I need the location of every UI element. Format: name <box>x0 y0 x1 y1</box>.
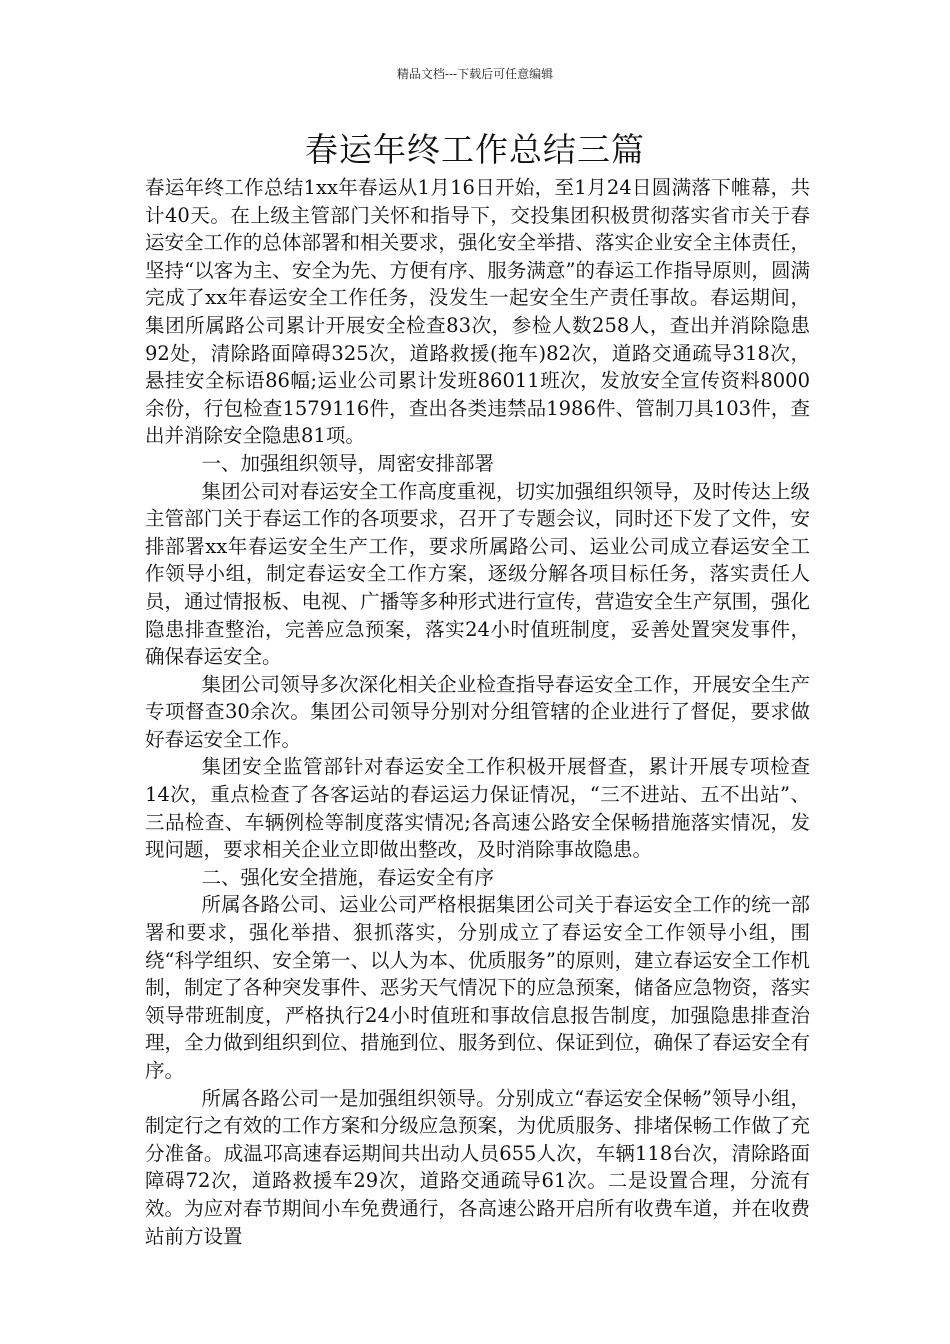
document-title: 春运年终工作总结三篇 <box>305 130 645 169</box>
document-body <box>145 174 810 1250</box>
page-header-note: 精品文档---下载后可任意编辑 <box>396 67 554 81</box>
paragraph: 集团公司领导多次深化相关企业检查指导春运安全工作，开展安全生产专项督查30余次。集团公司领导分别对分组管辖的企业进行了督促，要求做好春运安全工作。 <box>145 672 810 751</box>
paragraph-intro: 春运年终工作总结1xx年春运从1月16日开始，至1月24日圆满落下帷幕，共计40天。在上级主管部门关怀和指导下，交投集团积极贯彻落实省市关于春运安全工作的总体部署和相关要求，强化安全举措、落实企业安全主体责任，坚持“以客为主、安全为先、方便有序、服务满意”的春运工作指导原则，圆满完成了xx年春运安全工作任务，没发生一起安全生产责任事故。春运期间，集团所属路公司累计开展安全检查83次，参检人数258人，查出并消除隐患92处，清除路面障碍325次，道路救援(拖车)82次，道路交通疏导318次，悬挂安全标语86幅;运业公司累计发班86011班次，发放安全宣传资料8000余份，行包检查1579116件，查出各类违禁品1986件、管制刀具103件，查出并消除安全隐患81项。 <box>145 176 810 448</box>
paragraph: 集团安全监管部针对春运安全工作积极开展督查，累计开展专项检查14次，重点检查了各客运站的春运运力保证情况，“三不进站、五不出站”、三品检查、车辆例检等制度落实情况;各高速公路安全保畅措施落实情况，发现问题，要求相关企业立即做出整改，及时消除事故隐患。 <box>145 755 810 862</box>
paragraph: 所属各路公司、运业公司严格根据集团公司关于春运安全工作的统一部署和要求，强化举措、狠抓落实，分别成立了春运安全工作领导小组，围绕“科学组织、安全第一、以人为本、优质服务”的原则，建立春运安全工作机制，制定了各种突发事件、恶劣天气情况下的应急预案，储备应急物资，落实领导带班制度，严格执行24小时值班和事故信息报告制度，加强隐患排查治理，全力做到组织到位、措施到位、服务到位、保证到位，确保了春运安全有序。 <box>145 893 810 1082</box>
section-heading-1: 一、加强组织领导，周密安排部署 <box>201 451 495 475</box>
section-heading-2: 二、强化安全措施，春运安全有序 <box>201 865 495 889</box>
paragraph: 集团公司对春运安全工作高度重视，切实加强组织领导，及时传达上级主管部门关于春运工作的各项要求，召开了专题会议，同时还下发了文件，安排部署xx年春运安全生产工作，要求所属路公司、运业公司成立春运安全工作领导小组，制定春运安全工作方案，逐级分解各项目标任务，落实责任人员，通过情报板、电视、广播等多种形式进行宣传，营造安全生产氛围，强化隐患排查整治，完善应急预案，落实24小时值班制度，妥善处置突发事件，确保春运安全。 <box>145 479 810 669</box>
paragraph: 所属各路公司一是加强组织领导。分别成立“春运安全保畅”领导小组，制定行之有效的工作方案和分级应急预案，为优质服务、排堵保畅工作做了充分准备。成温邛高速春运期间共出动人员655人次，车辆118台次，清除路面障碍72次，道路救援车29次，道路交通疏导61次。二是设置合理，分流有效。为应对春节期间小车免费通行，各高速公路开启所有收费车道，并在收费站前方设置 <box>145 1086 810 1248</box>
